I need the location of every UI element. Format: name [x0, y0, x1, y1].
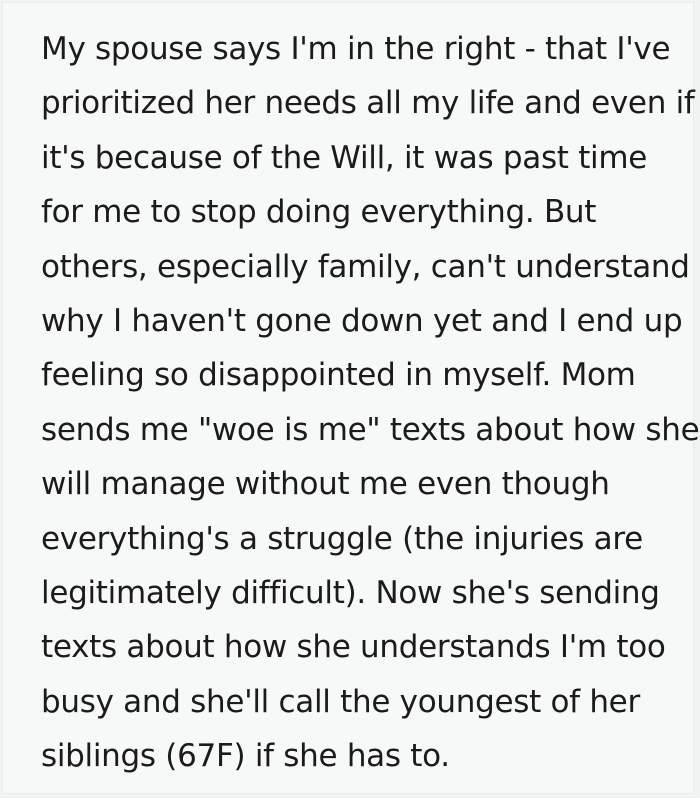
post-body-text — [3, 3, 700, 783]
text-line: sends me "woe is me" texts about how she — [41, 411, 700, 448]
quote-card — [2, 2, 700, 794]
text-line: My spouse says I'm in the right - that I've — [41, 31, 671, 67]
text-line: why I haven't gone down yet and I end up — [41, 302, 683, 339]
text-line: others, especially family, can't understand — [41, 248, 690, 285]
text-line: everything's a struggle (the injuries are — [41, 520, 643, 557]
text-line: legitimately difficult). Now she's sending — [41, 574, 660, 611]
text-line: prioritized her needs all my life and even if — [41, 85, 695, 122]
text-line: busy and she'll call the youngest of her — [41, 683, 640, 720]
text-line: for me to stop doing everything. But — [41, 194, 597, 231]
text-line: feeling so disappointed in myself. Mom — [41, 357, 636, 394]
text-line: texts about how she understands I'm too — [41, 629, 666, 666]
text-line: siblings (67F) if she has to. — [41, 738, 450, 775]
text-line: it's because of the Will, it was past time — [41, 139, 648, 176]
text-line: will manage without me even though — [41, 466, 610, 503]
